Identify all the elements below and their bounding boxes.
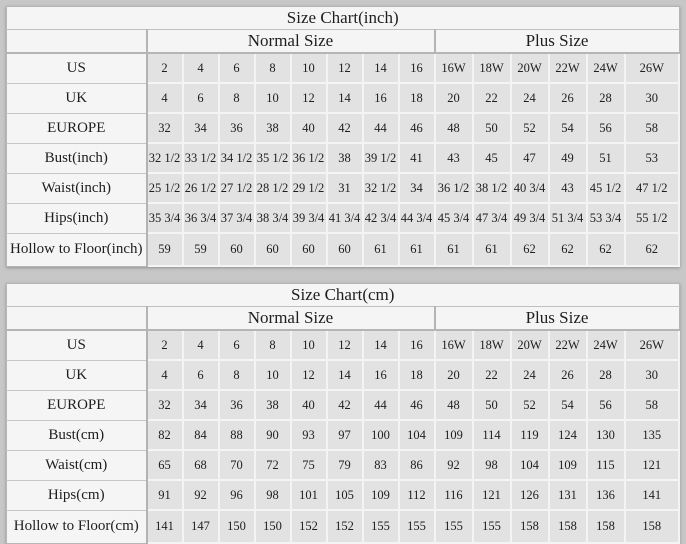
table-row [7, 53, 680, 83]
size-cell: 147 [183, 510, 219, 543]
size-cell: 8 [219, 360, 255, 390]
size-cell: 42 3/4 [363, 203, 399, 233]
size-cell: 112 [399, 480, 435, 510]
table-title: Size Chart(inch) [7, 7, 680, 30]
size-cell: 20 [435, 83, 473, 113]
size-cell: 4 [147, 83, 183, 113]
size-cell: 39 1/2 [363, 143, 399, 173]
size-cell: 2 [147, 330, 183, 360]
size-cell: 44 [363, 390, 399, 420]
row-label: Bust(inch) [7, 143, 147, 173]
size-cell: 25 1/2 [147, 173, 183, 203]
size-cell: 124 [549, 420, 587, 450]
row-label: EUROPE [7, 390, 147, 420]
table-row [7, 330, 680, 360]
size-cell: 32 1/2 [147, 143, 183, 173]
size-cell: 150 [255, 510, 291, 543]
size-cell: 60 [219, 233, 255, 266]
size-cell: 68 [183, 450, 219, 480]
size-cell: 158 [587, 510, 625, 543]
size-cell: 32 [147, 390, 183, 420]
size-cell: 49 [549, 143, 587, 173]
normal-size-header: Normal Size [147, 30, 435, 54]
row-label: Bust(cm) [7, 420, 147, 450]
table-row [7, 390, 680, 420]
size-cell: 22W [549, 53, 587, 83]
size-cell: 92 [435, 450, 473, 480]
size-cell: 35 1/2 [255, 143, 291, 173]
size-cell: 70 [219, 450, 255, 480]
size-cell: 126 [511, 480, 549, 510]
size-cell: 41 [399, 143, 435, 173]
size-cell: 158 [625, 510, 680, 543]
size-cell: 24 [511, 360, 549, 390]
size-chart-inch-body [7, 53, 680, 266]
size-cell: 59 [183, 233, 219, 266]
size-cell: 34 [183, 113, 219, 143]
size-cell: 72 [255, 450, 291, 480]
table-header [7, 7, 680, 30]
size-cell: 93 [291, 420, 327, 450]
size-cell: 16W [435, 53, 473, 83]
size-cell: 22 [473, 360, 511, 390]
size-cell: 109 [435, 420, 473, 450]
size-chart-cm-body [7, 330, 680, 543]
size-cell: 36 [219, 113, 255, 143]
size-cell: 43 [435, 143, 473, 173]
size-cell: 14 [327, 360, 363, 390]
size-cell: 98 [255, 480, 291, 510]
corner-cell [7, 307, 147, 331]
size-cell: 12 [327, 53, 363, 83]
table-title: Size Chart(cm) [7, 284, 680, 307]
size-cell: 10 [291, 330, 327, 360]
size-cell: 60 [327, 233, 363, 266]
size-cell: 121 [625, 450, 680, 480]
size-cell: 38 [255, 390, 291, 420]
size-cell: 33 1/2 [183, 143, 219, 173]
size-cell: 130 [587, 420, 625, 450]
size-cell: 26W [625, 53, 680, 83]
size-cell: 104 [511, 450, 549, 480]
size-cell: 10 [291, 53, 327, 83]
size-cell: 38 3/4 [255, 203, 291, 233]
size-cell: 92 [183, 480, 219, 510]
size-cell: 48 [435, 113, 473, 143]
size-cell: 47 [511, 143, 549, 173]
size-cell: 32 [147, 113, 183, 143]
size-cell: 36 3/4 [183, 203, 219, 233]
row-label: Hollow to Floor(inch) [7, 233, 147, 266]
size-cell: 79 [327, 450, 363, 480]
size-cell: 26 1/2 [183, 173, 219, 203]
table-row [7, 83, 680, 113]
size-cell: 16 [363, 360, 399, 390]
size-cell: 10 [255, 83, 291, 113]
size-cell: 27 1/2 [219, 173, 255, 203]
size-cell: 40 [291, 390, 327, 420]
row-label: Hips(cm) [7, 480, 147, 510]
size-cell: 158 [511, 510, 549, 543]
size-cell: 4 [147, 360, 183, 390]
size-cell: 45 1/2 [587, 173, 625, 203]
size-cell: 26 [549, 83, 587, 113]
size-cell: 6 [219, 53, 255, 83]
size-cell: 36 [219, 390, 255, 420]
size-cell: 58 [625, 390, 680, 420]
table-row [7, 420, 680, 450]
size-cell: 65 [147, 450, 183, 480]
size-cell: 83 [363, 450, 399, 480]
plus-size-header: Plus Size [435, 30, 680, 54]
size-cell: 20W [511, 53, 549, 83]
size-cell: 2 [147, 53, 183, 83]
size-cell: 20W [511, 330, 549, 360]
size-cell: 51 3/4 [549, 203, 587, 233]
row-label: EUROPE [7, 113, 147, 143]
size-cell: 42 [327, 113, 363, 143]
size-cell: 14 [327, 83, 363, 113]
table-row [7, 480, 680, 510]
size-cell: 53 [625, 143, 680, 173]
table-row [7, 143, 680, 173]
size-cell: 16 [363, 83, 399, 113]
size-cell: 54 [549, 390, 587, 420]
size-cell: 152 [327, 510, 363, 543]
size-cell: 45 3/4 [435, 203, 473, 233]
size-cell: 59 [147, 233, 183, 266]
size-cell: 34 1/2 [219, 143, 255, 173]
size-cell: 50 [473, 390, 511, 420]
size-chart-inch-table [6, 6, 680, 267]
size-cell: 60 [255, 233, 291, 266]
size-cell: 34 [183, 390, 219, 420]
size-cell: 14 [363, 53, 399, 83]
size-cell: 24W [587, 330, 625, 360]
size-cell: 18 [399, 83, 435, 113]
row-label: UK [7, 83, 147, 113]
size-cell: 136 [587, 480, 625, 510]
row-label: US [7, 53, 147, 83]
size-cell: 6 [183, 360, 219, 390]
size-cell: 104 [399, 420, 435, 450]
size-cell: 30 [625, 83, 680, 113]
size-cell: 47 3/4 [473, 203, 511, 233]
size-cell: 16 [399, 53, 435, 83]
size-cell: 16 [399, 330, 435, 360]
table-row [7, 173, 680, 203]
size-cell: 39 3/4 [291, 203, 327, 233]
size-cell: 61 [363, 233, 399, 266]
size-cell: 4 [183, 330, 219, 360]
table-row [7, 450, 680, 480]
table-row [7, 113, 680, 143]
size-cell: 62 [587, 233, 625, 266]
size-cell: 38 1/2 [473, 173, 511, 203]
size-cell: 24W [587, 53, 625, 83]
size-cell: 4 [183, 53, 219, 83]
size-cell: 8 [219, 83, 255, 113]
size-cell: 30 [625, 360, 680, 390]
size-cell: 45 [473, 143, 511, 173]
size-cell: 54 [549, 113, 587, 143]
size-cell: 155 [435, 510, 473, 543]
size-cell: 91 [147, 480, 183, 510]
size-cell: 62 [511, 233, 549, 266]
size-cell: 155 [399, 510, 435, 543]
size-cell: 75 [291, 450, 327, 480]
row-label: UK [7, 360, 147, 390]
size-cell: 52 [511, 113, 549, 143]
size-cell: 44 [363, 113, 399, 143]
size-cell: 8 [255, 330, 291, 360]
table-row [7, 510, 680, 543]
size-cell: 155 [473, 510, 511, 543]
size-cell: 62 [625, 233, 680, 266]
size-cell: 141 [625, 480, 680, 510]
size-cell: 101 [291, 480, 327, 510]
size-cell: 109 [549, 450, 587, 480]
column-group-header [7, 307, 680, 331]
size-cell: 60 [291, 233, 327, 266]
size-cell: 141 [147, 510, 183, 543]
size-cell: 28 1/2 [255, 173, 291, 203]
size-cell: 6 [183, 83, 219, 113]
size-cell: 58 [625, 113, 680, 143]
size-cell: 88 [219, 420, 255, 450]
corner-cell [7, 30, 147, 54]
row-label: US [7, 330, 147, 360]
size-cell: 150 [219, 510, 255, 543]
size-cell: 119 [511, 420, 549, 450]
size-cell: 62 [549, 233, 587, 266]
size-cell: 51 [587, 143, 625, 173]
size-cell: 121 [473, 480, 511, 510]
table-row [7, 233, 680, 266]
size-cell: 98 [473, 450, 511, 480]
size-chart-cm-table [6, 283, 680, 544]
size-cell: 22W [549, 330, 587, 360]
size-cell: 29 1/2 [291, 173, 327, 203]
size-cell: 158 [549, 510, 587, 543]
size-cell: 105 [327, 480, 363, 510]
size-cell: 96 [219, 480, 255, 510]
size-cell: 90 [255, 420, 291, 450]
size-cell: 38 [327, 143, 363, 173]
size-cell: 109 [363, 480, 399, 510]
size-cell: 24 [511, 83, 549, 113]
size-cell: 12 [291, 360, 327, 390]
size-cell: 44 3/4 [399, 203, 435, 233]
size-cell: 14 [363, 330, 399, 360]
size-cell: 8 [255, 53, 291, 83]
column-group-header [7, 30, 680, 54]
size-cell: 50 [473, 113, 511, 143]
size-cell: 115 [587, 450, 625, 480]
row-label: Hollow to Floor(cm) [7, 510, 147, 543]
size-cell: 116 [435, 480, 473, 510]
size-cell: 36 1/2 [291, 143, 327, 173]
size-cell: 52 [511, 390, 549, 420]
row-label: Waist(cm) [7, 450, 147, 480]
size-cell: 48 [435, 390, 473, 420]
size-cell: 35 3/4 [147, 203, 183, 233]
size-cell: 56 [587, 390, 625, 420]
size-cell: 97 [327, 420, 363, 450]
size-cell: 46 [399, 390, 435, 420]
size-cell: 18W [473, 330, 511, 360]
size-cell: 53 3/4 [587, 203, 625, 233]
size-cell: 61 [435, 233, 473, 266]
size-cell: 152 [291, 510, 327, 543]
row-label: Waist(inch) [7, 173, 147, 203]
size-cell: 18W [473, 53, 511, 83]
size-cell: 16W [435, 330, 473, 360]
size-cell: 55 1/2 [625, 203, 680, 233]
size-cell: 36 1/2 [435, 173, 473, 203]
size-cell: 47 1/2 [625, 173, 680, 203]
size-cell: 100 [363, 420, 399, 450]
size-cell: 135 [625, 420, 680, 450]
size-cell: 155 [363, 510, 399, 543]
size-cell: 61 [399, 233, 435, 266]
size-cell: 10 [255, 360, 291, 390]
size-cell: 46 [399, 113, 435, 143]
size-cell: 114 [473, 420, 511, 450]
size-cell: 131 [549, 480, 587, 510]
size-cell: 28 [587, 360, 625, 390]
size-cell: 42 [327, 390, 363, 420]
size-cell: 31 [327, 173, 363, 203]
normal-size-header: Normal Size [147, 307, 435, 331]
table-row [7, 360, 680, 390]
size-cell: 43 [549, 173, 587, 203]
size-cell: 82 [147, 420, 183, 450]
size-cell: 41 3/4 [327, 203, 363, 233]
table-header [7, 284, 680, 307]
size-cell: 86 [399, 450, 435, 480]
size-cell: 56 [587, 113, 625, 143]
size-cell: 34 [399, 173, 435, 203]
size-cell: 61 [473, 233, 511, 266]
row-label: Hips(inch) [7, 203, 147, 233]
size-cell: 6 [219, 330, 255, 360]
size-cell: 12 [291, 83, 327, 113]
size-cell: 26W [625, 330, 680, 360]
size-cell: 40 3/4 [511, 173, 549, 203]
size-cell: 28 [587, 83, 625, 113]
size-cell: 40 [291, 113, 327, 143]
size-cell: 20 [435, 360, 473, 390]
size-cell: 37 3/4 [219, 203, 255, 233]
size-cell: 18 [399, 360, 435, 390]
size-cell: 12 [327, 330, 363, 360]
table-row [7, 203, 680, 233]
plus-size-header: Plus Size [435, 307, 680, 331]
size-cell: 38 [255, 113, 291, 143]
size-cell: 22 [473, 83, 511, 113]
size-cell: 26 [549, 360, 587, 390]
size-cell: 32 1/2 [363, 173, 399, 203]
size-cell: 49 3/4 [511, 203, 549, 233]
size-cell: 84 [183, 420, 219, 450]
